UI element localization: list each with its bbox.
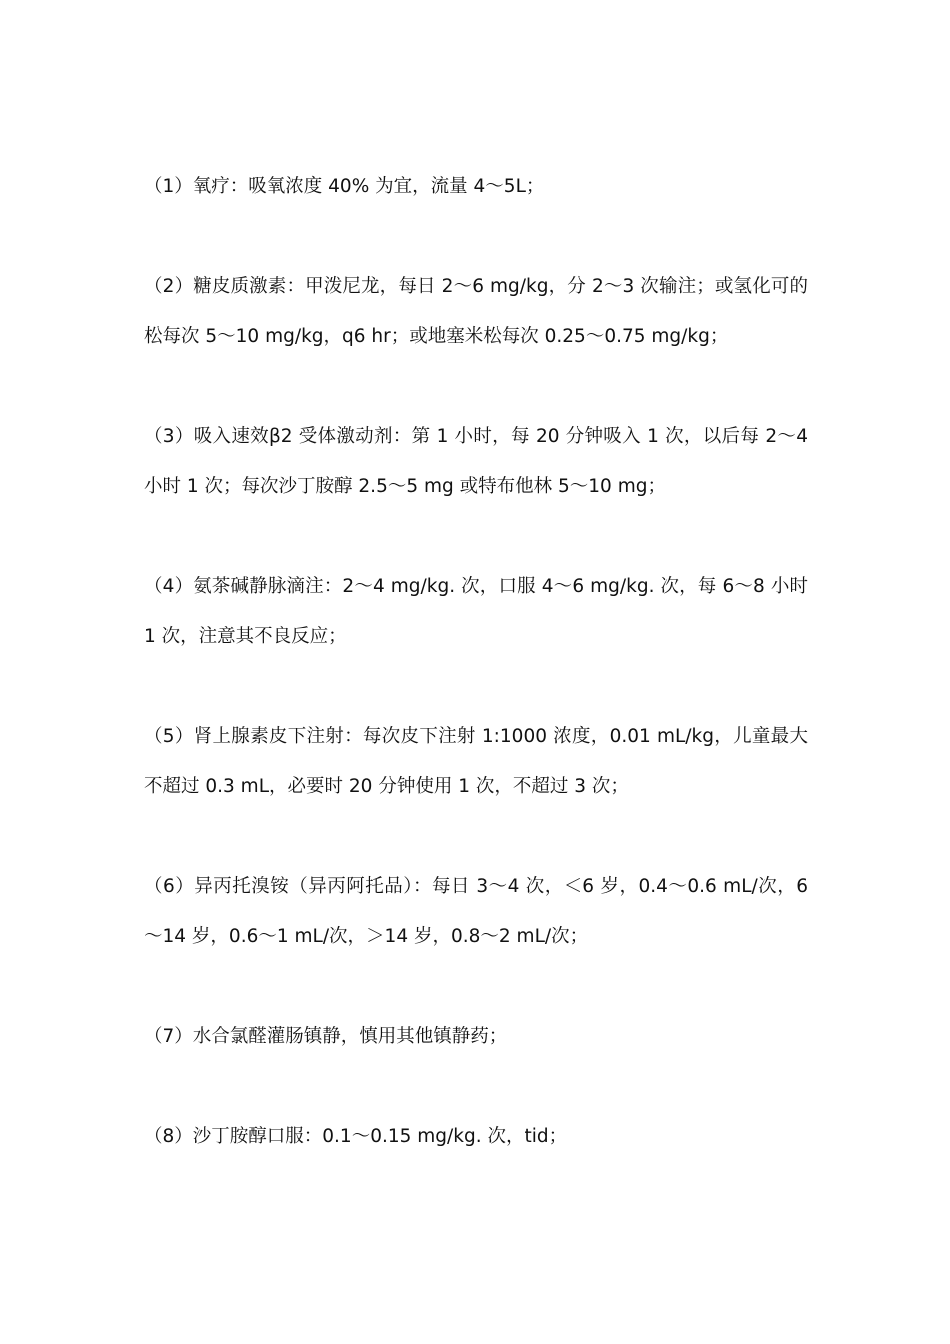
- paragraph-oxygen-therapy: （1）氧疗：吸氧浓度 40% 为宜，流量 4～5L；: [144, 176, 545, 197]
- document-body: [144, 162, 808, 1212]
- paragraph-glucocorticoids: （2）糖皮质激素：甲泼尼龙，每日 2～6 mg/kg，分 2～3 次输注；或氢化可的松每次 5～10 mg/kg，q6 hr；或地塞米松每次 0.25～0.75 mg/kg；: [144, 276, 808, 347]
- paragraph-chloral-hydrate: （7）水合氯醛灌肠镇静，慎用其他镇静药；: [144, 1026, 508, 1047]
- paragraph-beta2-agonist: （3）吸入速效β2 受体激动剂：第 1 小时，每 20 分钟吸入 1 次，以后每 2～4 小时 1 次；每次沙丁胺醇 2.5～5 mg 或特布他林 5～10 mg；: [144, 426, 808, 497]
- paragraph-epinephrine: （5）肾上腺素皮下注射：每次皮下注射 1:1000 浓度，0.01 mL/kg，儿童最大不超过 0.3 mL，必要时 20 分钟使用 1 次，不超过 3 次；: [144, 726, 808, 797]
- paragraph-aminophylline: （4）氨茶碱静脉滴注：2～4 mg/kg. 次，口服 4～6 mg/kg. 次，每 6～8 小时 1 次，注意其不良反应；: [144, 576, 808, 647]
- paragraph-ipratropium: （6）异丙托溴铵（异丙阿托品）：每日 3～4 次，＜6 岁，0.4～0.6 mL/次，6～14 岁，0.6～1 mL/次，＞14 岁，0.8～2 mL/次；: [144, 876, 808, 947]
- paragraph-oral-salbutamol: （8）沙丁胺醇口服：0.1～0.15 mg/kg. 次，tid；: [144, 1126, 568, 1147]
